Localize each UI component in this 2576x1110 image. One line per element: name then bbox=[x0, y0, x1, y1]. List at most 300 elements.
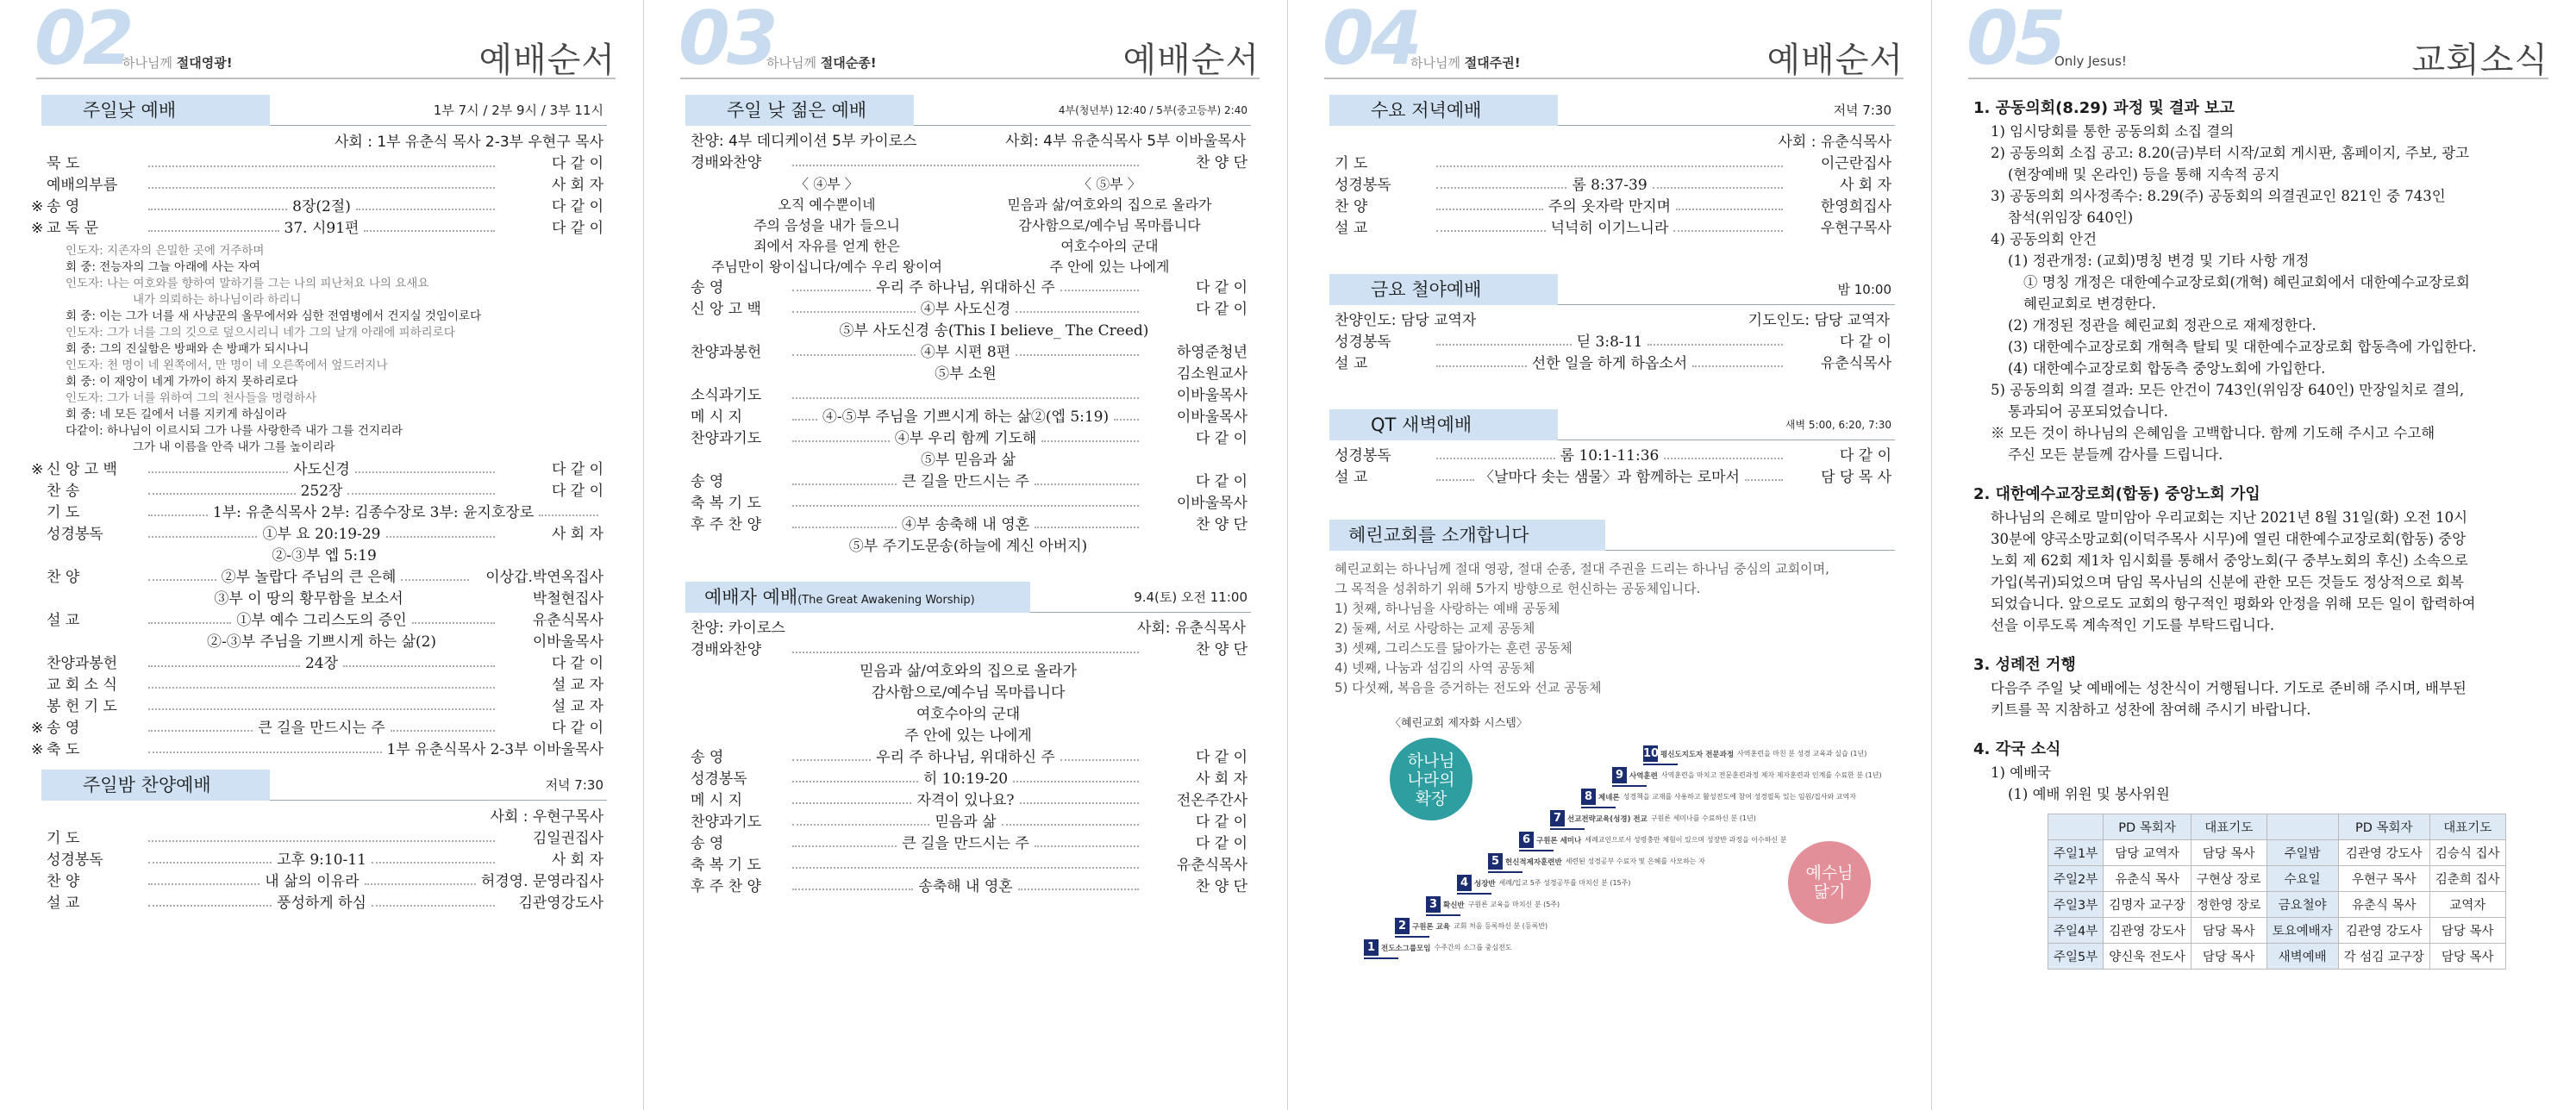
order-label: 찬양과봉헌 bbox=[47, 655, 118, 672]
table-cell: 새벽예배 bbox=[2267, 944, 2338, 970]
order-person: 한영희집사 bbox=[1820, 198, 1891, 215]
responsive-line: 인도자: 지존자의 은밀한 곳에 거주하며 bbox=[66, 244, 265, 258]
table-cell: 유춘식 목사 bbox=[2104, 866, 2191, 892]
order-row: 찬 양 ②부 놀랍다 주님의 큰 은혜 이상갑.박연옥집사 bbox=[47, 569, 603, 586]
order-row bbox=[685, 812, 1251, 833]
news-line: 가입(복귀)되었으며 담임 목사님의 신분에 관한 모든 것들도 정상적으로 회복 bbox=[1991, 574, 2464, 590]
order-row bbox=[31, 459, 607, 481]
order-content: 주의 옷자락 만지며 bbox=[1547, 198, 1672, 215]
news-line: ① 명칭 개정은 대한예수교장로회(개혁) 혜린교회에서 대한예수교장로회 bbox=[2023, 274, 2470, 290]
dot-leader bbox=[1018, 889, 1139, 890]
order-row bbox=[41, 175, 607, 196]
order-label: 송 영 bbox=[47, 720, 80, 737]
news-line: 3) 공동의회 의사정족수: 8.29(주) 공동회의 의결권교인 821인 중 743인 bbox=[1991, 188, 2446, 204]
order-person: 사 회 자 bbox=[1839, 177, 1892, 194]
order-row: ⑤부 소원 김소원교사 bbox=[935, 365, 1248, 383]
news-line: 다음주 주일 낮 예배에는 성찬식이 거행됩니다. 기도로 준비해 주시며, 배부된 bbox=[1991, 680, 2467, 696]
motto: 하나님께 절대순종! bbox=[766, 55, 877, 71]
page-number: 03 bbox=[678, 0, 775, 82]
news-line: 선을 이루도록 계속적인 기도를 부탁드립니다. bbox=[1991, 617, 2275, 633]
news-line: 1) 예배국 bbox=[1991, 764, 2051, 781]
order-label: 성경봉독 bbox=[47, 851, 103, 869]
news-line: 혜린교회로 변경한다. bbox=[2023, 296, 2156, 312]
step-number: 8 bbox=[1581, 789, 1596, 805]
step-title: 구원론 교육 bbox=[1412, 922, 1451, 932]
order-mark: ※ bbox=[31, 220, 44, 237]
table-cell: 각 섬김 교구장 bbox=[2338, 944, 2429, 970]
table-cell: 담당 목사 bbox=[2191, 918, 2267, 944]
responsive-line: 인도자: 그가 너를 그의 깃으로 덮으시리니 네가 그의 날개 아래에 피하리로다 bbox=[66, 326, 455, 340]
order-row bbox=[685, 790, 1251, 812]
discipleship-step bbox=[1612, 767, 1882, 783]
page-header bbox=[678, 0, 1260, 82]
order-person: 사 회 자 bbox=[551, 851, 603, 869]
table-cell: 김승식 집사 bbox=[2429, 840, 2505, 866]
order-content: 1부: 유춘식목사 2부: 김종수장로 3부: 윤지호장로 bbox=[212, 504, 535, 521]
order-content: 24장 bbox=[304, 655, 339, 672]
section-time: 새벽 5:00, 6:20, 7:30 bbox=[1785, 419, 1891, 431]
discipleship-step bbox=[1519, 832, 1786, 848]
order-person: 설 교 자 bbox=[551, 677, 603, 694]
order-label: 찬 송 bbox=[47, 483, 80, 500]
step-number: 9 bbox=[1612, 767, 1627, 783]
circle-text: 예수님 bbox=[1805, 864, 1854, 882]
dot-leader bbox=[792, 290, 871, 291]
song-item: 감사함으로/예수님 목마릅니다 bbox=[871, 684, 1066, 702]
section-header bbox=[685, 582, 1251, 613]
order-content: ④부 사도신경 bbox=[920, 301, 1011, 318]
order-content: 252장 bbox=[300, 483, 343, 500]
order-row bbox=[31, 739, 607, 761]
order-row bbox=[685, 385, 1251, 407]
song-item: 죄에서 자유를 얻게 한은 bbox=[753, 238, 900, 254]
order-content: 우리 주 하나님, 위대하신 주 bbox=[876, 749, 1055, 766]
step-title: 평신도지도자 전문과정 bbox=[1660, 750, 1735, 759]
dot-leader bbox=[1035, 845, 1139, 847]
step-desc: 구원론 교육을 마치신 분 (5주) bbox=[1467, 901, 1560, 908]
order-text: ②-③부 엡 5:19 bbox=[272, 547, 377, 564]
section-header bbox=[41, 95, 607, 126]
order-row bbox=[41, 653, 607, 675]
dot-leader bbox=[1035, 483, 1139, 485]
motto: 하나님께 절대영광! bbox=[122, 55, 233, 71]
order-content: 8장(2절) bbox=[292, 198, 351, 215]
step-title: 선교전략교육(성경) 전교 bbox=[1567, 814, 1648, 824]
order-content: 믿음과 삶 bbox=[935, 814, 997, 831]
order-person: 다 같 이 bbox=[551, 198, 603, 215]
order-row bbox=[31, 718, 607, 739]
news-line: 하나님의 은혜로 말미암아 우리교회는 지난 2021년 8월 31일(화) 오전 10시 bbox=[1991, 509, 2468, 526]
order-label: 기 도 bbox=[47, 504, 80, 521]
order-row bbox=[41, 502, 607, 524]
dot-leader bbox=[1436, 344, 1572, 346]
order-row bbox=[685, 514, 1251, 536]
section-time: 1부 7시 / 2부 9시 / 3부 11시 bbox=[433, 103, 603, 118]
order-person: 유춘식목사 bbox=[1176, 857, 1247, 874]
order-content: 내 삶의 이유라 bbox=[265, 873, 360, 890]
order-person: 담 당 목 사 bbox=[1821, 469, 1892, 486]
order-row bbox=[685, 493, 1251, 514]
dot-leader bbox=[1653, 187, 1783, 189]
dot-leader bbox=[1692, 365, 1783, 367]
circle-text: 나라의 bbox=[1407, 770, 1455, 789]
order-content: ①부 요 20:19-29 bbox=[262, 526, 381, 543]
dot-leader bbox=[792, 759, 871, 761]
news-heading: 1. 공동의회(8.29) 과정 및 결과 보고 bbox=[1973, 99, 2235, 117]
dot-leader bbox=[1013, 781, 1139, 783]
table-header: 대표기도 bbox=[2191, 814, 2267, 840]
discipleship-step bbox=[1550, 810, 1756, 826]
order-person: 다 같 이 bbox=[551, 220, 604, 237]
host-line: 사회 : 유춘식목사 bbox=[1778, 134, 1891, 151]
order-person: 김관영강도사 bbox=[518, 895, 603, 912]
dot-leader bbox=[792, 781, 918, 783]
step-title: 헌신적제자훈련반 bbox=[1505, 857, 1562, 867]
order-label: 송 영 bbox=[691, 473, 724, 490]
responsive-line: 그가 내 이름을 안즉 내가 그를 높이리라 bbox=[133, 440, 335, 454]
stair-line bbox=[1581, 807, 1616, 808]
order-person: 이바울목사 bbox=[1176, 495, 1247, 512]
section-header bbox=[1329, 95, 1895, 126]
dot-leader bbox=[792, 440, 890, 442]
page-number: 05 bbox=[1966, 0, 2063, 82]
order-content: 딛 3:8-11 bbox=[1576, 334, 1643, 351]
section-title: 주일 낮 젊은 예배 bbox=[685, 95, 914, 126]
order-row bbox=[41, 828, 607, 850]
order-row bbox=[41, 850, 607, 871]
table-cell: 김관영 강도사 bbox=[2338, 918, 2429, 944]
order-mark: ※ bbox=[31, 741, 44, 758]
page-02 bbox=[0, 0, 644, 1110]
table-header bbox=[2048, 814, 2104, 840]
song-item: 여호수아의 군대 bbox=[1060, 238, 1159, 254]
dot-leader bbox=[792, 845, 897, 847]
table-cell: 담당 목사 bbox=[2429, 944, 2505, 970]
dot-leader bbox=[365, 883, 476, 885]
step-desc: 세례/입교 5주 성경공부를 마치신 분 (15주) bbox=[1498, 879, 1631, 887]
order-person: 다 같 이 bbox=[1195, 749, 1248, 766]
order-label: 교 회 소 식 bbox=[47, 677, 117, 694]
table-cell: 주일5부 bbox=[2048, 944, 2104, 970]
order-content: 고후 9:10-11 bbox=[277, 851, 366, 869]
dot-leader bbox=[792, 867, 1139, 869]
order-person: 사 회 자 bbox=[1195, 770, 1248, 788]
section-time: 9.4(토) 오전 11:00 bbox=[1134, 589, 1247, 605]
step-desc: 세례교인으로서 성령충만 체험이 있으며 성장반 과정을 이수하신 분 bbox=[1585, 836, 1787, 844]
order-content: ④부 우리 함께 기도해 bbox=[894, 430, 1037, 447]
order-text: ⑤부 사도신경 송(This I believe_ The Creed) bbox=[839, 322, 1149, 340]
order-row bbox=[41, 481, 607, 502]
dot-leader bbox=[1745, 479, 1783, 481]
stair-line bbox=[1488, 871, 1522, 873]
intro-line: 혜린교회는 하나님께 절대 영광, 절대 순종, 절대 주권을 드리는 하나님 중심의 교회이며, bbox=[1335, 561, 1829, 577]
song-item: 믿음과 삶/여호와의 집으로 올라가 bbox=[1007, 196, 1212, 213]
dot-leader bbox=[364, 230, 495, 232]
dot-leader bbox=[148, 165, 495, 167]
section-header bbox=[1329, 520, 1895, 551]
news-line: 1) 임시당회를 통한 공동의회 소집 결의 bbox=[1991, 123, 2235, 140]
news-line: (현장예배 및 온라인) 등을 통해 지속적 공지 bbox=[2008, 166, 2280, 183]
dot-leader bbox=[1114, 419, 1139, 421]
news-line: 되었습니다. 앞으로도 교회의 항구적인 평화와 안정을 위해 모든 일이 합력하여 bbox=[1991, 596, 2476, 612]
step-number: 7 bbox=[1550, 810, 1565, 826]
dot-leader bbox=[343, 665, 495, 667]
dot-leader bbox=[1676, 209, 1783, 210]
dot-leader bbox=[148, 751, 382, 753]
order-label: 묵 도 bbox=[47, 155, 80, 172]
order-row bbox=[1329, 218, 1895, 240]
section-header bbox=[1329, 274, 1895, 305]
dot-leader bbox=[1673, 230, 1783, 232]
step-number: 2 bbox=[1395, 918, 1410, 934]
page-title: 예배순서 bbox=[1122, 41, 1260, 80]
dot-leader bbox=[391, 730, 495, 732]
page-number: 04 bbox=[1322, 0, 1419, 82]
order-label: 찬 양 bbox=[47, 873, 80, 890]
order-label: 송 영 bbox=[691, 749, 724, 766]
page-header bbox=[1966, 0, 2548, 82]
leader-line: 찬양인도: 담당 교역자 기도인도: 담당 교역자 bbox=[1335, 312, 1890, 329]
table-cell: 담당 목사 bbox=[2191, 840, 2267, 866]
section-title: 예배자 예배(The Great Awakening Worship) bbox=[685, 582, 1030, 613]
order-label: 송 영 bbox=[47, 198, 80, 215]
order-person: 이바울목사 bbox=[1176, 408, 1247, 426]
order-row bbox=[685, 407, 1251, 428]
dot-leader bbox=[1664, 458, 1783, 459]
news-line: ※ 모든 것이 하나님의 은혜임을 고백합니다. 함께 기도해 주시고 수고해 bbox=[1991, 425, 2435, 441]
order-content: 풍성하게 하심 bbox=[277, 895, 366, 912]
step-number: 4 bbox=[1457, 875, 1472, 891]
dot-leader bbox=[1436, 365, 1527, 367]
order-label: 찬양과기도 bbox=[691, 430, 762, 447]
dot-leader bbox=[1436, 479, 1474, 481]
dot-leader bbox=[148, 862, 272, 864]
news-line: 주신 모든 분들께 감사를 드립니다. bbox=[2008, 446, 2223, 463]
page-title: 예배순서 bbox=[478, 41, 616, 80]
section-title: 금요 철야예배 bbox=[1329, 274, 1558, 305]
table-cell: 주일2부 bbox=[2048, 866, 2104, 892]
dot-leader bbox=[148, 665, 300, 667]
news-heading: 2. 대한예수교장로회(합동) 중앙노회 가입 bbox=[1973, 485, 2260, 503]
order-content: 선한 일을 하게 하옵소서 bbox=[1531, 355, 1688, 372]
order-label: 성경봉독 bbox=[1335, 334, 1391, 351]
order-content: 자격이 있나요? bbox=[916, 792, 1015, 809]
order-person: 허경영. 문영라집사 bbox=[480, 873, 603, 890]
dot-leader bbox=[792, 483, 897, 485]
order-person: 다 같 이 bbox=[1195, 430, 1247, 447]
dot-leader bbox=[792, 527, 897, 528]
order-label: 성경봉독 bbox=[1335, 177, 1391, 194]
dot-leader bbox=[792, 889, 913, 890]
responsive-line: 내가 의뢰하는 하나님이라 하리니 bbox=[133, 293, 302, 307]
order-content: 큰 길을 만드시는 주 bbox=[902, 835, 1029, 852]
discipleship-step bbox=[1364, 939, 1512, 956]
table-row bbox=[2048, 918, 2506, 944]
step-title: 성장반 bbox=[1474, 879, 1496, 889]
order-row bbox=[41, 893, 607, 914]
step-number: 1 bbox=[1364, 939, 1379, 956]
order-label: 성경봉독 bbox=[1335, 447, 1391, 465]
order-label: 기 도 bbox=[47, 830, 80, 847]
song-item: 주 안에 있는 나에게 bbox=[904, 727, 1032, 745]
order-row bbox=[685, 428, 1251, 450]
section-time: 저녁 7:30 bbox=[1833, 103, 1891, 118]
responsive-line: 다같이: 하나님이 이르시되 그가 나를 사랑한즉 내가 그를 건지리라 bbox=[66, 424, 403, 438]
dot-leader bbox=[1436, 165, 1783, 167]
order-content: 〈날마다 솟는 샘물〉과 함께하는 로마서 bbox=[1479, 469, 1740, 486]
order-label: 설 교 bbox=[47, 895, 80, 912]
table-header: 대표기도 bbox=[2429, 814, 2505, 840]
table-cell: 주일1부 bbox=[2048, 840, 2104, 866]
stair-line bbox=[1519, 850, 1554, 851]
news-line: (2) 개정된 정관을 혜린교회 정관으로 재제정한다. bbox=[2008, 317, 2317, 334]
order-row bbox=[685, 471, 1251, 493]
table-cell: 담당 목사 bbox=[2191, 944, 2267, 970]
order-row bbox=[685, 278, 1251, 299]
page-number: 02 bbox=[34, 0, 131, 82]
order-row: ③부 이 땅의 황무함을 보소서 박철현집사 bbox=[214, 590, 604, 608]
step-title: 사역훈련 bbox=[1629, 771, 1658, 781]
responsive-line: 인도자: 천 명이 네 왼쪽에서, 만 명이 네 오른쪽에서 엎드러지나 bbox=[66, 359, 388, 372]
news-line: 키트를 꼭 지참하고 성찬에 참여해 주시기 바랍니다. bbox=[1991, 702, 2311, 718]
order-content: ④부 송축해 내 영혼 bbox=[901, 516, 1030, 533]
intro-line: 1) 첫째, 하나님을 사랑하는 예배 공동체 bbox=[1335, 601, 1560, 616]
order-content: 큰 길을 만드시는 주 bbox=[902, 473, 1029, 490]
step-number: 3 bbox=[1426, 896, 1441, 913]
step-desc: 교회 처음 등록하신 분 (등록반) bbox=[1454, 922, 1548, 930]
motto: Only Jesus! bbox=[2054, 53, 2127, 69]
discipleship-step bbox=[1488, 853, 1705, 870]
intro-line: 2) 둘째, 서로 사랑하는 교제 공동체 bbox=[1335, 620, 1535, 636]
section-time: 밤 10:00 bbox=[1837, 282, 1891, 297]
order-label: 메 시 지 bbox=[691, 408, 743, 426]
order-label: 축 복 기 도 bbox=[691, 857, 761, 874]
dot-leader bbox=[148, 687, 495, 689]
news-line: 5) 공동의회 의결 결과: 모든 안건이 743인(위임장 640인) 만장일치로 결의, bbox=[1991, 382, 2465, 398]
news-line: 2) 공동의회 소집 공고: 8.20(금)부터 시작/교회 게시판, 홈페이지, 주보, 광고 bbox=[1991, 145, 2470, 161]
order-label: 신 앙 고 백 bbox=[47, 461, 117, 478]
motto: 하나님께 절대주권! bbox=[1410, 55, 1521, 71]
order-content: 송축해 내 영혼 bbox=[918, 878, 1013, 895]
order-text: ⑤부 주기도문송(하늘에 계신 아버지) bbox=[848, 538, 1088, 555]
order-row bbox=[41, 696, 607, 718]
order-person: 설 교 자 bbox=[551, 698, 603, 715]
table-cell: 주일4부 bbox=[2048, 918, 2104, 944]
responsive-line: 인도자: 그가 너를 위하여 그의 천사들을 명령하사 bbox=[66, 391, 317, 405]
dot-leader bbox=[148, 493, 296, 495]
column-head: 〈 ④부 〉 bbox=[795, 176, 859, 192]
order-person: 우현구목사 bbox=[1820, 220, 1891, 237]
circle-text: 확장 bbox=[1415, 789, 1447, 808]
order-label: 예배의부름 bbox=[47, 177, 118, 194]
table-row bbox=[2048, 866, 2506, 892]
step-number: 10 bbox=[1643, 747, 1660, 760]
table-cell: 담당 목사 bbox=[2429, 918, 2505, 944]
table-row bbox=[2048, 840, 2506, 866]
intro-line: 3) 셋째, 그리스도를 닮아가는 훈련 공동체 bbox=[1335, 640, 1572, 656]
order-content: 롬 8:37-39 bbox=[1572, 177, 1648, 194]
order-row bbox=[41, 524, 607, 546]
section-header bbox=[1329, 409, 1895, 440]
stair-line bbox=[1426, 914, 1460, 916]
stair-line bbox=[1612, 785, 1647, 787]
order-label: 송 영 bbox=[691, 835, 724, 852]
order-label: 기 도 bbox=[1335, 155, 1368, 172]
step-desc: 구원론 세미나를 수료하신 분 (1년) bbox=[1650, 814, 1756, 822]
stair-line bbox=[1457, 893, 1491, 895]
section-title: 주일낮 예배 bbox=[41, 95, 270, 126]
table-cell: 양신욱 전도사 bbox=[2104, 944, 2191, 970]
news-line: 참석(위임장 640인) bbox=[2008, 209, 2134, 226]
intro-text bbox=[1329, 559, 1895, 698]
order-row bbox=[1329, 153, 1895, 175]
dot-leader bbox=[792, 419, 817, 421]
song-item: 여호수아의 군대 bbox=[916, 706, 1021, 723]
intro-line: 5) 다섯째, 복음을 증거하는 전도와 선교 공동체 bbox=[1335, 680, 1602, 695]
news-list bbox=[1973, 97, 2540, 805]
page-05 bbox=[1932, 0, 2576, 1110]
responsive-line: 회 중: 이 재앙이 네게 가까이 하지 못하리로다 bbox=[66, 375, 298, 389]
responsive-line: 회 중: 그의 진실함은 방패와 손 방패가 되시나니 bbox=[66, 342, 309, 356]
leader-line: 찬양: 카이로스 사회: 유춘식목사 bbox=[691, 620, 1246, 637]
order-person: 이바울목사 bbox=[1176, 387, 1247, 404]
order-row bbox=[41, 153, 607, 175]
intro-line: 그 목적을 성취하기 위해 5가지 방향으로 헌신하는 공동체입니다. bbox=[1335, 581, 1701, 596]
table-row bbox=[2048, 944, 2506, 970]
order-row: ②-③부 주님을 기쁘시게 하는 삶(2) 이바울목사 bbox=[206, 633, 603, 651]
dot-leader bbox=[148, 209, 287, 210]
table-header: PD 목회자 bbox=[2338, 814, 2429, 840]
song-item: 오직 예수뿐이네 bbox=[778, 196, 876, 213]
dot-leader bbox=[1436, 458, 1555, 459]
table-cell: 정한영 장로 bbox=[2191, 892, 2267, 918]
order-content: 롬 10:1-11:36 bbox=[1560, 447, 1660, 465]
order-person: 다 같 이 bbox=[551, 155, 603, 172]
responsive-line: 인도자: 나는 여호와를 향하여 말하기를 그는 나의 피난처요 나의 요새요 bbox=[66, 277, 429, 290]
order-label: 교 독 문 bbox=[47, 220, 99, 237]
step-desc: 성경책을 교재를 사용하고 활성전도에 참여 성경필독 있는 임원/집사와 교역자 bbox=[1623, 793, 1856, 801]
host-line: 사회 : 1부 유춘식 목사 2-3부 우현구 목사 bbox=[334, 134, 603, 151]
order-person: 전온주간사 bbox=[1176, 792, 1247, 809]
order-person: 다 같 이 bbox=[1839, 447, 1891, 465]
table-row bbox=[2048, 892, 2506, 918]
table-cell: 유춘식 목사 bbox=[2338, 892, 2429, 918]
order-person: 다 같 이 bbox=[551, 461, 604, 478]
order-person: 다 같 이 bbox=[551, 720, 603, 737]
song-item: 감사함으로/예수님 목마릅니다 bbox=[1018, 217, 1201, 234]
order-label: 축 도 bbox=[47, 741, 80, 758]
table-cell: 우현구 목사 bbox=[2338, 866, 2429, 892]
order-label: 성경봉독 bbox=[47, 526, 103, 543]
order-row bbox=[685, 876, 1251, 898]
stair-line bbox=[1643, 764, 1678, 765]
diagram-title: 〈혜린교회 제자화 시스템〉 bbox=[1390, 717, 1528, 730]
step-desc: 사역훈련을 마친 분 성경 교육과 실습 (1년) bbox=[1737, 750, 1867, 758]
order-label: 축 복 기 도 bbox=[691, 495, 761, 512]
order-row bbox=[31, 196, 607, 218]
step-desc: 세련된 성경공부 수료자 및 은혜를 사모하는 자 bbox=[1565, 857, 1705, 865]
order-content: ④-⑤부 주님을 기쁘시게 하는 삶②(엡 5:19) bbox=[822, 408, 1110, 426]
page-03 bbox=[644, 0, 1288, 1110]
order-label: 소식과기도 bbox=[691, 387, 762, 404]
order-person: 유춘식목사 bbox=[1820, 355, 1891, 372]
dot-leader bbox=[792, 397, 1139, 399]
news-line: (1) 예배 위원 및 봉사위원 bbox=[2008, 786, 2170, 802]
order-row bbox=[1329, 353, 1895, 375]
song-columns bbox=[685, 174, 1251, 278]
dot-leader bbox=[372, 905, 495, 907]
step-desc: 사역훈련을 마치고 전문훈련과정 제자 제자훈련과 인계를 수료한 분 (1년) bbox=[1660, 771, 1882, 779]
